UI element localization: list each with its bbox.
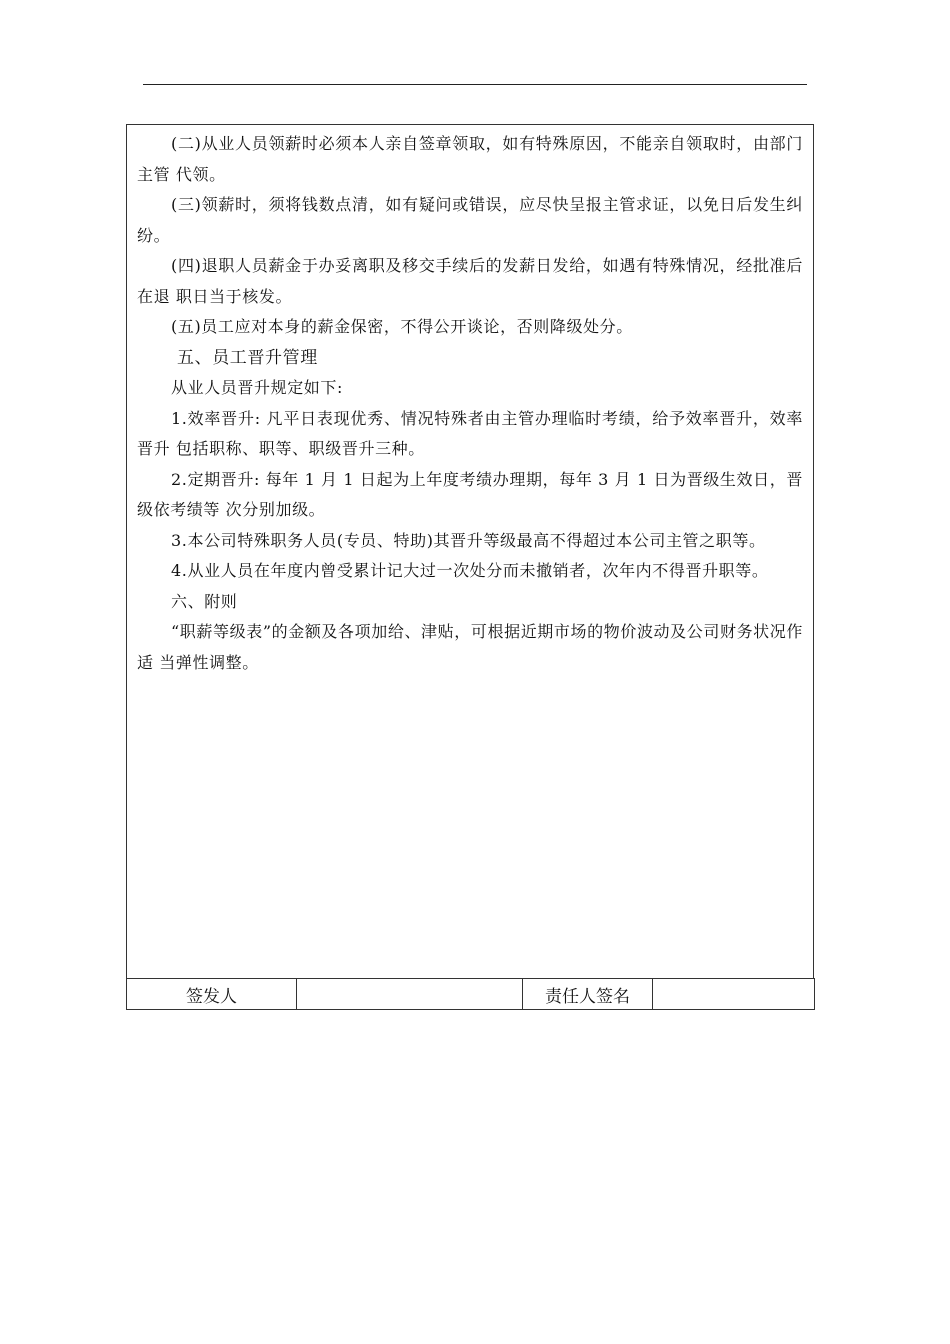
signature-table <box>126 978 815 1010</box>
paragraph-resignation-pay: (四)退职人员薪金于办妥离职及移交手续后的发薪日发给，如遇有特殊情况，经批准后在退 职日当于核发。 <box>137 256 803 306</box>
paragraph-promotion-intro: 从业人员晋升规定如下: <box>171 378 343 397</box>
responsible-signature-field[interactable] <box>653 979 815 1010</box>
signature-row <box>127 979 815 1010</box>
paragraph-demerit-rule: 4.从业人员在年度内曾受累计记大过一次处分而未撤销者，次年内不得晋升职等。 <box>171 561 769 580</box>
header-rule <box>143 84 807 85</box>
paragraph-salary-collection: (二)从业人员领薪时必须本人亲自签章领取，如有特殊原因，不能亲自领取时，由部门主管 代领。 <box>137 134 803 184</box>
paragraph-salary-count: (三)领薪时，须将钱数点清，如有疑问或错误，应尽快呈报主管求证，以免日后发生纠纷。 <box>137 195 803 245</box>
paragraph-merit-promotion: 1.效率晋升: 凡平日表现优秀、情况特殊者由主管办理临时考绩，给予效率晋升，效率晋升 包括职称、职等、职级晋升三种。 <box>137 408 803 458</box>
paragraph-special-staff: 3.本公司特殊职务人员(专员、特助)其晋升等级最高不得超过本公司主管之职等。 <box>171 530 766 550</box>
paragraph-salary-confidential: (五)员工应对本身的薪金保密，不得公开谈论，否则降级处分。 <box>171 317 633 336</box>
section-heading-promotion: 五、员工晋升管理 <box>177 347 318 368</box>
issuer-field[interactable] <box>297 979 523 1010</box>
paragraph-salary-table-note: “职薪等级表”的金额及各项加给、津贴，可根据近期市场的物价波动及公司财务状况作适 当弹性调整。 <box>137 622 803 672</box>
section-heading-supplementary: 六、附则 <box>171 591 238 611</box>
paragraph-periodic-promotion: 2.定期晋升: 每年 1 月 1 日起为上年度考绩办理期，每年 3 月 1 日为晋级生效日，晋级依考绩等 次分别加级。 <box>137 469 803 519</box>
responsible-signature-label: 责任人签名 <box>523 979 653 1010</box>
issuer-label: 签发人 <box>127 979 297 1010</box>
document-body <box>126 124 814 978</box>
